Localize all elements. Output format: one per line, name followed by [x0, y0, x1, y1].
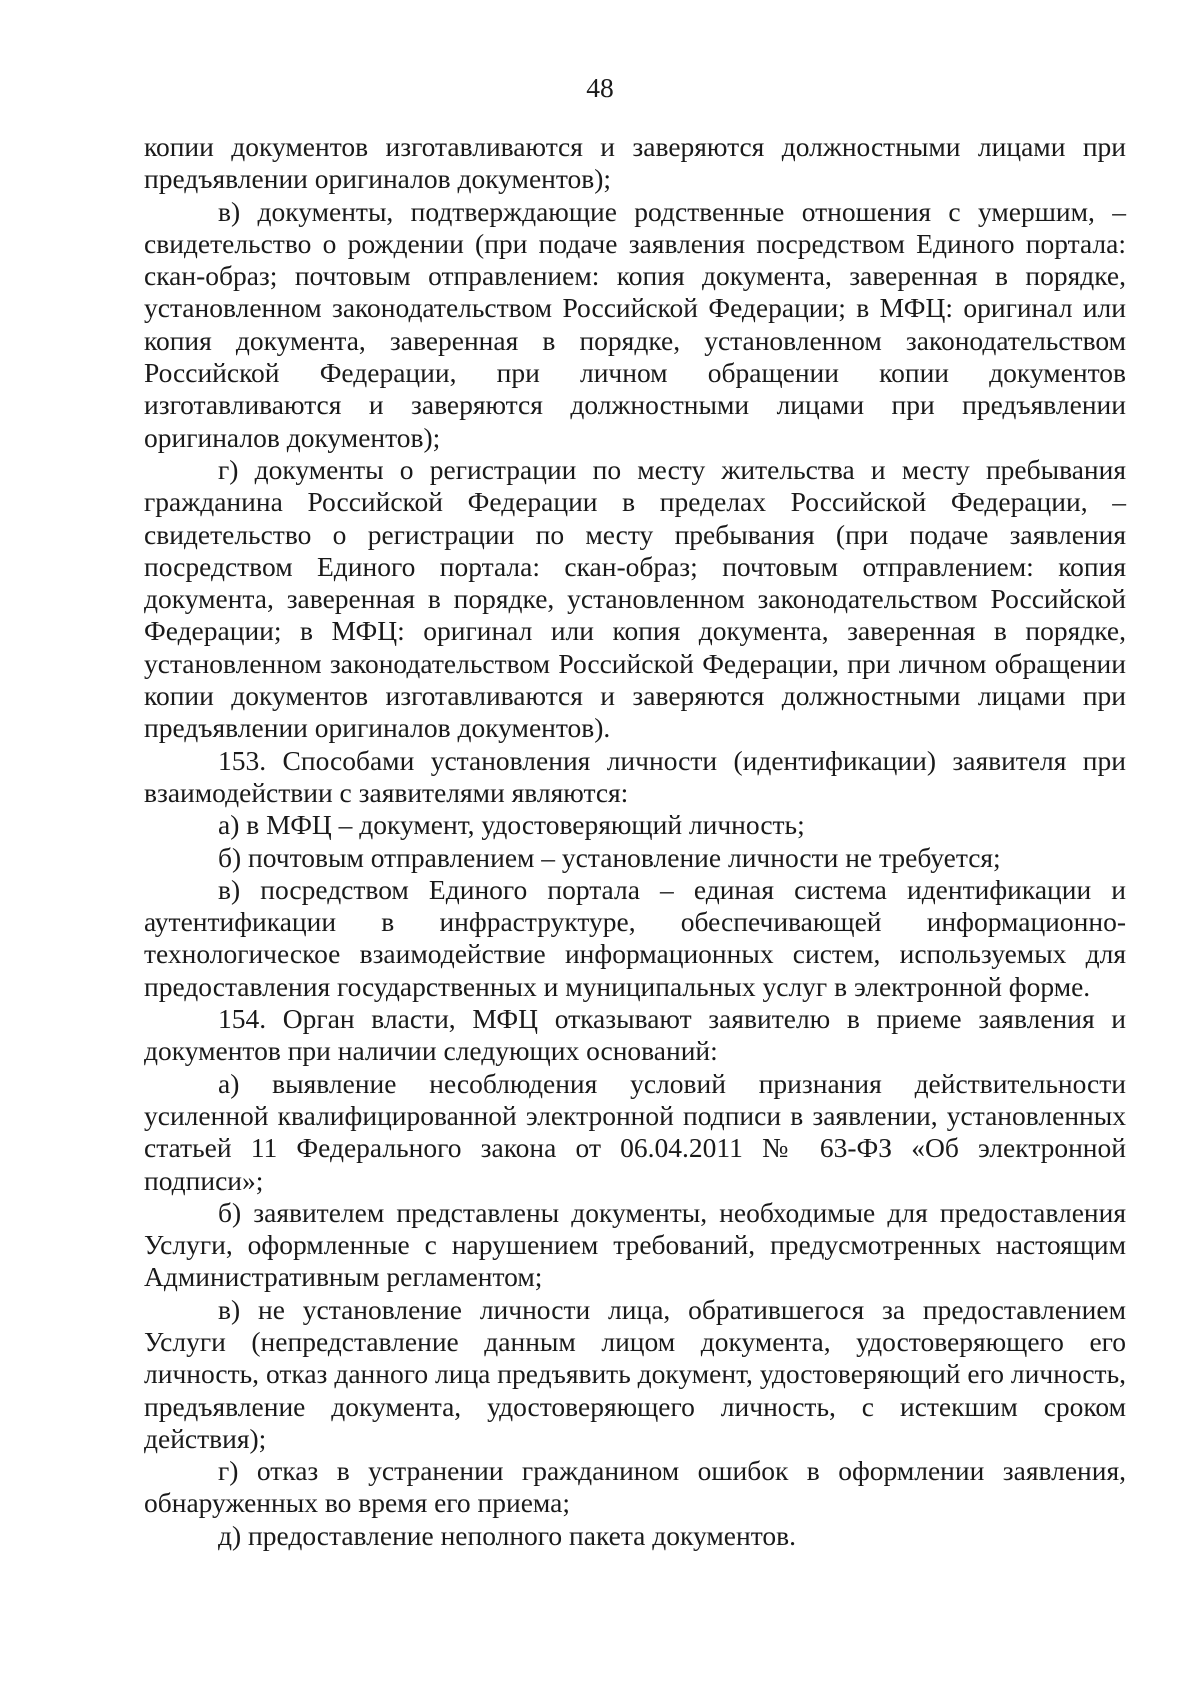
- paragraph-154-item-v: в) не установление личности лица, обратившегося за предоставлением Услуги (непредставление данным лицом документа, удостоверяющего его личность, отказ данного лица предъявить документ, удостоверяющий его личность, предъявление документа, удостоверяющего личность, с истекшим сроком действия);: [144, 1293, 1126, 1454]
- paragraph-154-refusal-grounds: 154. Орган власти, МФЦ отказывают заявителю в приеме заявления и документов при наличии следующих оснований:: [144, 1003, 1126, 1067]
- paragraph-153-item-v: в) посредством Единого портала – единая система идентификации и аутентификации в инфраструктуре, обеспечивающей информационно-технологическое взаимодействие информационных систем, используемых для предоставления государственных и муниципальных услуг в электронной форме.: [144, 873, 1126, 1002]
- document-body: [144, 131, 1126, 1552]
- paragraph-item-g-registration-documents: г) документы о регистрации по месту жительства и месту пребывания гражданина Российской Федерации в пределах Российской Федерации, – свидетельство о регистрации по месту пребывания (при подаче заявления посредством Единого портала: скан-образ; почтовым отправлением: копия документа, заверенная в порядке, установленном законодательством Российской Федерации; в МФЦ: оригинал или копия документа, заверенная в порядке, установленном законодательством Российской Федерации, при личном обращении копии документов изготавливаются и заверяются должностными лицами при предъявлении оригиналов документов).: [144, 453, 1126, 744]
- paragraph-154-item-b: б) заявителем представлены документы, необходимые для предоставления Услуги, оформленные с нарушением требований, предусмотренных настоящим Административным регламентом;: [144, 1196, 1126, 1293]
- page-number: 48: [586, 72, 614, 103]
- paragraph-153-item-a: а) в МФЦ – документ, удостоверяющий личность;: [218, 809, 805, 841]
- paragraph-153-identification-methods: 153. Способами установления личности (идентификации) заявителя при взаимодействии с заявителями являются:: [144, 744, 1126, 808]
- paragraph-item-v-kinship-documents: в) документы, подтверждающие родственные отношения с умершим, – свидетельство о рождении (при подаче заявления посредством Единого портала: скан-образ; почтовым отправлением: копия документа, заверенная в порядке, установленном законодательством Российской Федерации; в МФЦ: оригинал или копия документа, заверенная в порядке, установленном законодательством Российской Федерации, при личном обращении копии документов изготавливаются и заверяются должностными лицами при предъявлении оригиналов документов);: [144, 195, 1126, 453]
- paragraph-154-item-g: г) отказ в устранении гражданином ошибок в оформлении заявления, обнаруженных во время его приема;: [144, 1455, 1126, 1519]
- paragraph-continuation: копии документов изготавливаются и заверяются должностными лицами при предъявлении оригиналов документов);: [144, 131, 1126, 195]
- paragraph-154-item-d: д) предоставление неполного пакета документов.: [218, 1519, 796, 1551]
- paragraph-154-item-a: а) выявление несоблюдения условий признания действительности усиленной квалифицированной электронной подписи в заявлении, установленных статьей 11 Федерального закона от 06.04.2011 № 63-ФЗ «Об электронной подписи»;: [144, 1067, 1126, 1196]
- paragraph-153-item-b: б) почтовым отправлением – установление личности не требуется;: [218, 841, 1001, 873]
